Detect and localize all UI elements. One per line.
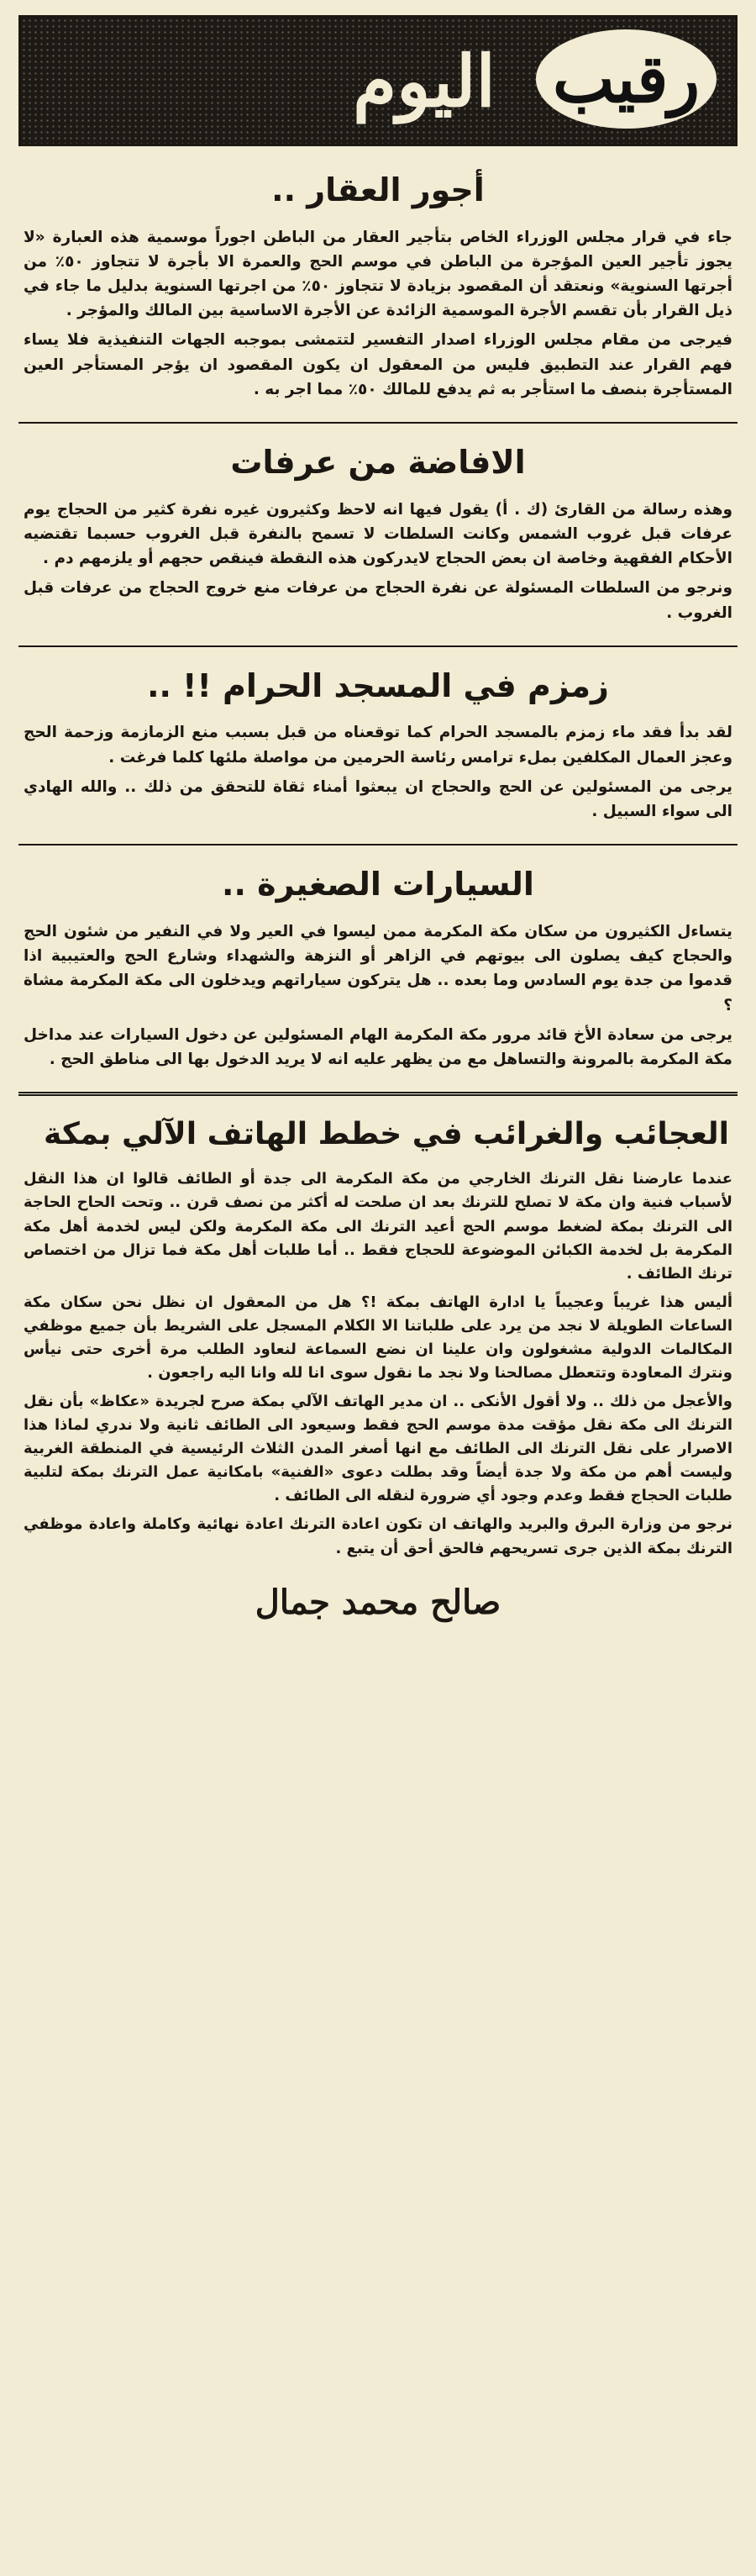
article-paragraph: نرجو من وزارة البرق والبريد والهاتف ان تكون اعادة الترنك اعادة نهائية وكاملة واعادة موظفي الترنك بمكة الذين جرى تسريحهم فالحق أحق أن يتبع . xyxy=(24,1515,732,1557)
masthead-rakib: رقيب xyxy=(536,29,717,129)
article-paragraph: يرجى من سعادة الأخ قائد مرور مكة المكرمة الهام المسئولين عن دخول السيارات عند مداخل مكة المكرمة بالمرونة والتساهل مع من يظهر عليه انه لا يريد الدخول بها الى مناطق الحج . xyxy=(24,1025,732,1068)
article-paragraph: جاء في قرار مجلس الوزراء الخاص بتأجير العقار من الباطن اجوراً موسمية هذه العبارة «لا يجوز تأجير العين المؤجرة من الباطن في موسم الحج والعمرة الا بأجرة لا تتجاوز ٥٠٪ من أجرتها السنوية» ونعتقد أن المقصود بزيادة لا تتجاوز ٥٠٪ من اجرتها السنوية بدليل ما جاء في ذيل القرار بأن تقسم الأجرة الموسمية الزائدة عن الأجرة الاساسية بين المالك والمؤجر . xyxy=(24,228,732,320)
article-title: زمزم في المسجد الحرام !! .. xyxy=(147,666,609,704)
article-title: الافاضة من عرفات xyxy=(230,444,526,482)
article-paragraph: يرجى من المسئولين عن الحج والحجاج ان يبعثوا أمناء ثقاة للتحقق من ذلك .. والله الهادي الى سواء السبيل . xyxy=(24,777,732,821)
article-paragraph: فيرجى من مقام مجلس الوزراء اصدار التفسير لتتمشى بموجبه الجهات التنفيذية فلا يساء فهم القرار عند التطبيق فليس من المعقول ان يكون المقصود ان يؤجر المستأجر العين المستأجرة بنصف ما استأجر به ثم يدفع للمالك ٥٠٪ مما اجر به . xyxy=(24,331,732,398)
masthead xyxy=(18,15,738,146)
article-paragraph: لقد بدأ فقد ماء زمزم بالمسجد الحرام كما توقعناه من قبل بسبب منع الزمازمة وزحمة الحج وعجز العمال المكلفين بملء ترامس رئاسة الحرمين من مواصلة ملئها كلما فرغت . xyxy=(24,724,732,766)
article-paragraph: يتساءل الكثيرون من سكان مكة المكرمة ممن ليسوا في العير ولا في النفير من شئون الحج والحجاج كيف يصلون الى بيوتهم في الزاهر أو النزهة والشهداء وشارع الحج والعتيبية اذا قدموا من جدة يوم السادس وما بعده .. هل يتركون سياراتهم ويدخلون الى مكة المكرمة مشاة ؟ xyxy=(24,922,732,1014)
article-paragraph: وهذه رسالة من القارئ (ك . أ) يقول فيها انه لاحظ وكثيرون غيره نفرة كثير من الحجاج يوم عرفات قبل غروب الشمس وكانت السلطات لا تسمح بالنفرة قبل الغروب حسبما تقتضيه الأحكام الفقهية وخاصة ان بعض الحجاج لايدركون هذه النقطة فينقص حجهم أو يلزمهم دم . xyxy=(24,500,732,568)
article-paragraph: عندما عارضنا نقل الترنك الخارجي من مكة المكرمة الى جدة أو الطائف قالوا ان هذا النقل لأسباب فنية وان مكة لا تصلح للترنك بعد ان صلحت له أكثر من نصف قرن .. وتحت الحاح الحاجة الى الترنك بمكة لضغط موسم الحج أعيد الترنك الى مكة المكرمة ولكن ليس لخدمة أهل مكة المكرمة بل لخدمة الكبائن الموضوعة للحجاج فقط .. أما طلبات أهل مكة فما تزال من اختصاص ترنك الطائف . xyxy=(24,1170,732,1283)
article-title: العجائب والغرائب في خطط الهاتف الآلي بمكة xyxy=(44,1117,729,1152)
article-paragraph: ونرجو من السلطات المسئولة عن نفرة الحجاج من عرفات منع خروج الحجاج من عرفات قبل الغروب . xyxy=(24,579,732,622)
article-paragraph: أليس هذا غريباً وعجيباً يا ادارة الهاتف بمكة !؟ هل من المعقول ان نظل نحن سكان مكة الساعات الطويلة لا نجد من يرد على طلباتنا الا الكلام المسجل على الشريط بأن جميع موظفي المكالمات الدولية مشغولون وان علينا ان نضع السماعة لنعاود الطلب مرة أخرى حتى نيأس ونترك المعاودة وتتعطل مصالحنا ولا نجد ما نقول سوى انا لله وانا اليه راجعون . xyxy=(24,1293,732,1382)
article-property-rents xyxy=(18,171,738,424)
article-zamzam xyxy=(18,667,738,845)
article-paragraph: والأعجل من ذلك .. ولا أقول الأنكى .. ان مدير الهاتف الآلي بمكة صرح لجريدة «عكاظ» بأن نقل الترنك الى مكة نقل مؤقت مدة موسم الحج فقط وسيعود الى الطائف ثانية ولا ندري لماذا هذا الاصرار على نقل الترنك الى الطائف مع انها أصغر المدن الثلاث الرئيسية في المنطقة الغربية وليست أهم من مكة ولا جدة أيضاً وقد بطلت دعوى «الفنية» بامكانية عمل الترنك بمكة لتلبية طلبات الحجاج فقط وعدم وجود أي ضرورة لنقله الى الطائف . xyxy=(24,1393,732,1505)
author-signature: صالح محمد جمال xyxy=(255,1582,501,1622)
article-title: أجور العقار .. xyxy=(271,171,485,208)
article-small-cars xyxy=(18,866,738,1096)
article-arafat-departure xyxy=(18,444,738,647)
masthead-youm: اليوم xyxy=(353,39,496,123)
article-telephone xyxy=(18,1116,738,1636)
article-title: السيارات الصغيرة .. xyxy=(222,866,534,903)
